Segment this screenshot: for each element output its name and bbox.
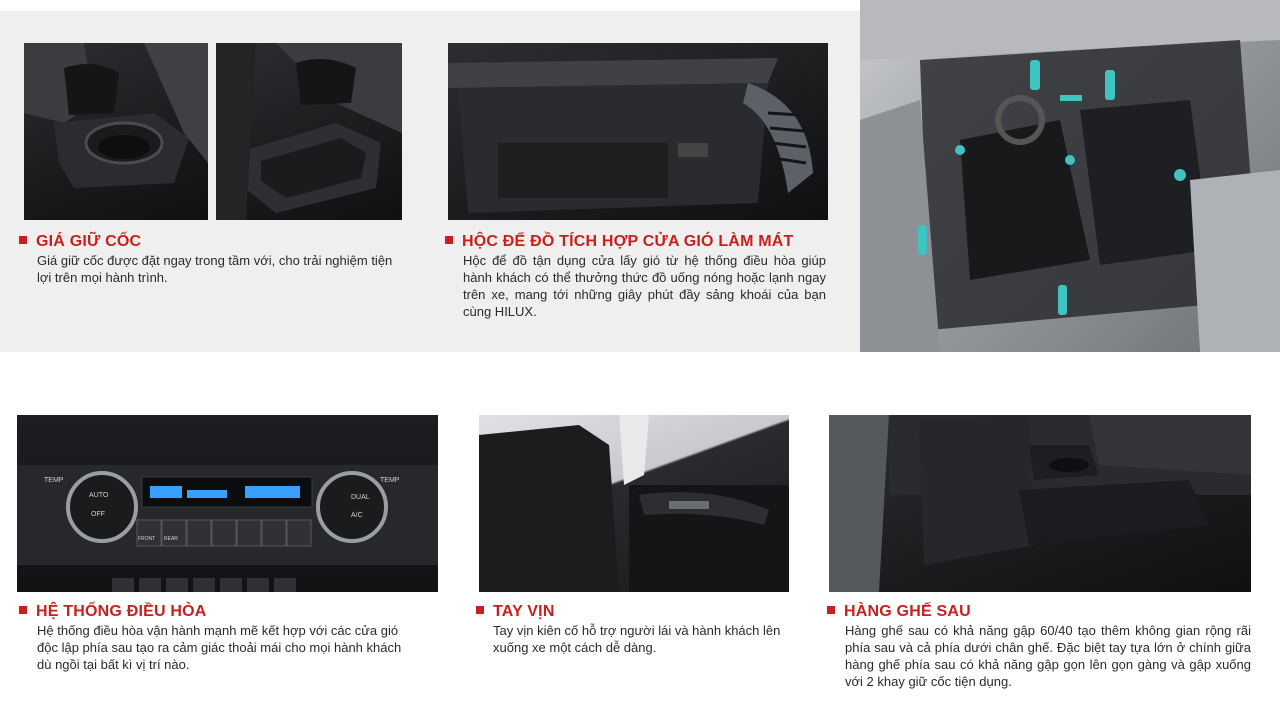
front-label: FRONT [138,536,156,542]
red-square-bullet [476,606,484,614]
grab-handle-title [476,603,555,621]
grab-handle-title-text: TAY VỊN [493,603,555,620]
glovebox-description: Hộc để đồ tận dụng cửa lấy gió từ hệ thống điều hòa giúp hành khách có thể thưởng thức đồ uống nóng hoặc lạnh ngay trên xe, mang tới những giây phút đầy sảng khoái của bạn cùng HILUX. [463,253,826,319]
aircon-panel-photo [17,415,438,592]
glovebox-title-text: HỘC ĐỂ ĐỒ TÍCH HỢP CỬA GIÓ LÀM MÁT [462,233,794,250]
grab-handle-description: Tay vịn kiên cố hỗ trợ người lái và hành khách lên xuống xe một cách dễ dàng. [493,623,781,655]
aircon-title-text: HỆ THỐNG ĐIỀU HÒA [36,603,207,620]
auto-label: AUTO [89,492,109,499]
rear-seats-photo [829,415,1251,592]
temp-left-label: TEMP [44,477,64,484]
rear-seats-title-text: HÀNG GHẾ SAU [844,603,971,620]
red-square-bullet [19,236,27,244]
grab-handle-photo [479,415,789,592]
red-square-bullet [445,236,453,244]
rear-seats-description: Hàng ghế sau có khả năng gập 60/40 tạo thêm không gian rộng rãi phía sau và cả phía dưới chân ghế. Đặc biệt tay tựa lớn ở chính giữa hàng ghế phía sau có khả năng gập gọn lên gọn gàng và gập xuống với 2 khay giữ cốc tiện dụng. [845,623,1251,689]
red-square-bullet [827,606,835,614]
interior-cabin-photo [860,0,1280,352]
temp-right-label: TEMP [380,477,400,484]
glovebox-title [445,233,794,251]
cup-holder-description: Giá giữ cốc được đặt ngay trong tầm với, cho trải nghiệm tiện lợi trên mọi hành trình. [37,253,393,285]
rear-label: REAR [164,536,178,542]
aircon-title [19,603,207,621]
aircon-description: Hệ thống điều hòa vận hành mạnh mẽ kết hợp với các cửa gió độc lập phía sau tạo ra cảm giác thoải mái cho mọi hành khách dù ngồi tại bất kì vị trí nào. [37,623,402,672]
off-label: OFF [91,511,105,518]
ac-label: A/C [351,512,363,519]
red-square-bullet [19,606,27,614]
cup-holder-title [19,233,141,251]
glovebox-photo [448,43,828,220]
dual-label: DUAL [351,494,370,501]
cup-holder-photo-closed [24,43,208,220]
cup-holder-photo-open [216,43,402,220]
cup-holder-title-text: GIÁ GIỮ CỐC [36,233,142,250]
rear-seats-title [827,603,971,621]
